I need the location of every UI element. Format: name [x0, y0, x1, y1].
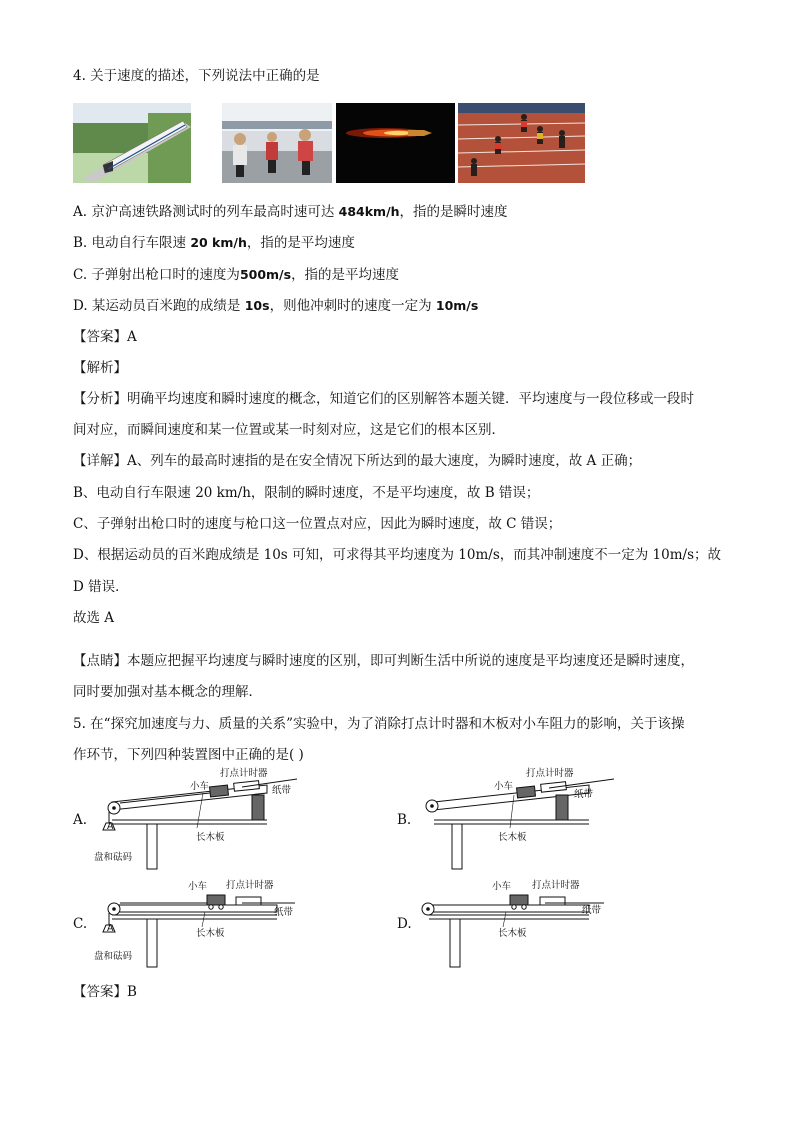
analysis-fenxi-1: 【分析】明确平均速度和瞬时速度的概念，知道它们的区别解答本题关键．平均速度与一段位移或一段时	[73, 391, 694, 407]
dianjing-2: 同时要加强对基本概念的理解．	[73, 684, 262, 700]
label-weight-c: 盘和砝码	[94, 951, 133, 962]
label-tape-d: 纸带	[582, 905, 602, 916]
svg-text:A: A	[107, 821, 114, 832]
label-timer-c: 打点计时器	[226, 880, 274, 891]
label-board-b: 长木板	[498, 832, 527, 843]
ebike-photo	[222, 103, 332, 183]
label-weight-a: 盘和砝码	[94, 852, 133, 863]
option-c: C. 子弹射出枪口时的速度为500m/s，指的是平均速度	[73, 267, 400, 283]
answer-5: 【答案】B	[73, 984, 137, 1000]
sprinters-photo	[458, 103, 585, 183]
diagram-a	[92, 765, 302, 870]
answer-4: 【答案】A	[73, 329, 137, 345]
label-tape-a: 纸带	[272, 785, 292, 796]
diagram-label-a: A.	[73, 812, 88, 828]
detail-2: B、电动自行车限速 20 km/h，限制的瞬时速度，不是平均速度，故 B 错误；	[73, 485, 540, 501]
label-tape-b: 纸带	[574, 789, 594, 800]
option-a: A. 京沪高速铁路测试时的列车最高时速可达 484km/h，指的是瞬时速度	[73, 204, 508, 220]
option-b: B. 电动自行车限速 20 km/h，指的是平均速度	[73, 235, 355, 251]
label-timer-b: 打点计时器	[526, 768, 574, 779]
analysis-heading: 【解析】	[73, 360, 127, 376]
detail-3: C、子弹射出枪口时的速度与枪口这一位置点对应，因此为瞬时速度，故 C 错误；	[73, 516, 562, 532]
diagram-label-c: C.	[73, 916, 88, 932]
detail-4: D、根据运动员的百米跑成绩是 10s 可知，可求得其平均速度为 10m/s，而其冲制速度不一定为 10m/s；故	[73, 547, 722, 563]
label-car-a: 小车	[190, 781, 210, 792]
label-car-d: 小车	[492, 881, 512, 892]
label-tape-c: 纸带	[274, 907, 294, 918]
diagram-c	[92, 875, 307, 970]
dianjing-1: 【点睛】本题应把握平均速度与瞬时速度的区别，即可判断生活中所说的速度是平均速度还是瞬时速度，	[73, 653, 694, 669]
label-timer-d: 打点计时器	[532, 880, 580, 891]
svg-text:A: A	[107, 923, 114, 934]
label-board-d: 长木板	[498, 928, 527, 939]
label-timer-a: 打点计时器	[220, 768, 268, 779]
detail-5: D 错误．	[73, 579, 129, 595]
question-4-stem: 4. 关于速度的描述，下列说法中正确的是	[73, 68, 320, 84]
diagram-b	[414, 765, 624, 870]
choose-answer: 故选 A	[73, 610, 115, 626]
label-board-c: 长木板	[196, 928, 225, 939]
diagram-label-d: D.	[397, 916, 412, 932]
analysis-fenxi-2: 间对应，而瞬间速度和某一位置或某一时刻对应，这是它们的根本区别．	[73, 422, 505, 438]
detail-1: 【详解】A、列车的最高时速指的是在安全情况下所达到的最大速度，为瞬时速度，故 A 正确；	[73, 453, 642, 469]
label-car-c: 小车	[188, 881, 208, 892]
train-photo	[73, 103, 191, 183]
diagram-label-b: B.	[397, 812, 412, 828]
option-d: D. 某运动员百米跑的成绩是 10s，则他冲刺时的速度一定为 10m/s	[73, 298, 479, 314]
question-5-stem-2: 作环节，下列四种装置图中正确的是( )	[73, 747, 304, 763]
bullet-photo	[336, 103, 455, 183]
diagram-d	[414, 875, 629, 970]
label-board-a: 长木板	[196, 832, 225, 843]
question-5-stem-1: 5. 在“探究加速度与力、质量的关系”实验中，为了消除打点计时器和木板对小车阻力的影响，关于该操	[73, 716, 685, 732]
label-car-b: 小车	[494, 781, 514, 792]
